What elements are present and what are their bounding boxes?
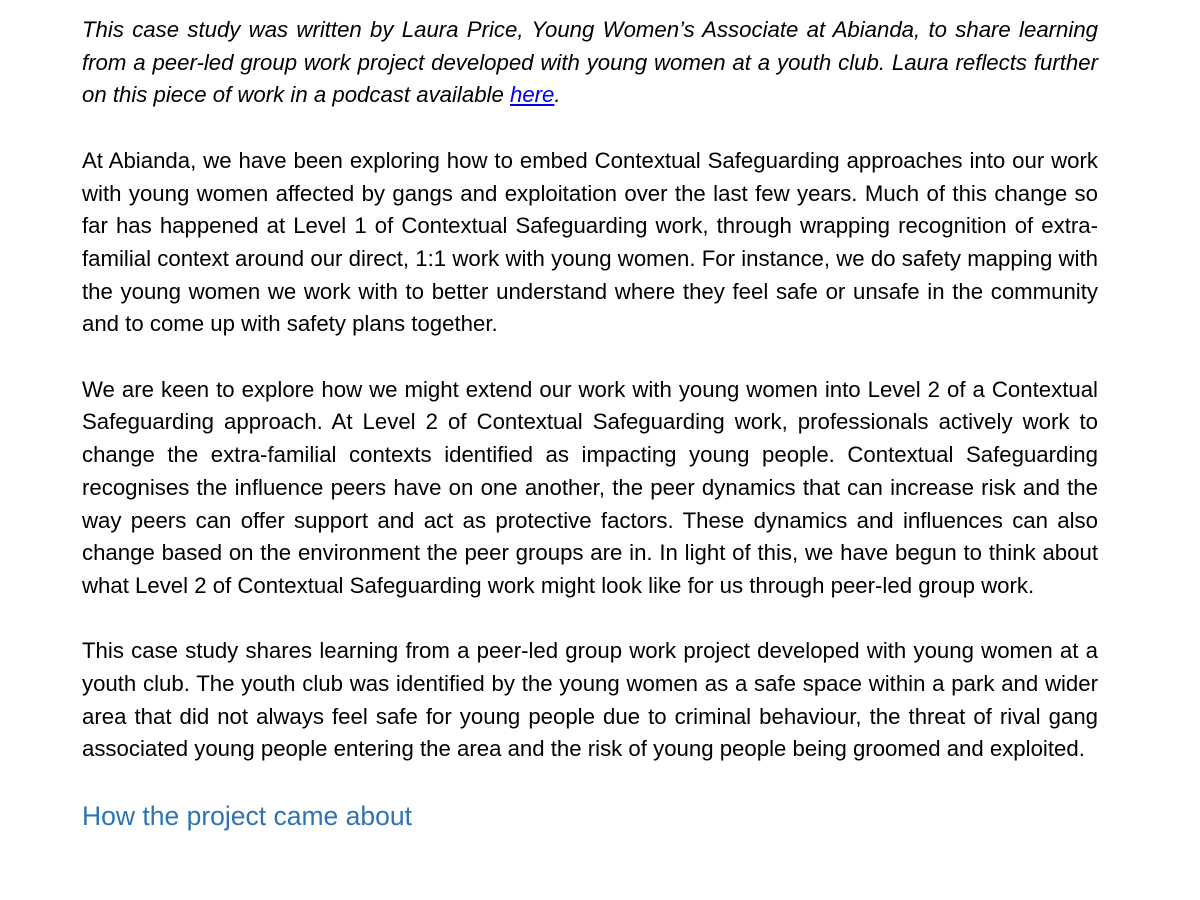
podcast-link[interactable]: here (509, 82, 555, 108)
paragraph-spacer (82, 766, 1098, 799)
intro-text: This case study was written by Laura Price, Young Women’s Associate at Abianda, to share learning from a peer-led group work project developed with young women at a youth club. Laura reflects further on this piece of work in a podcast available (82, 17, 1098, 108)
section-heading: How the project came about (82, 800, 412, 831)
paragraph-spacer (82, 603, 1098, 636)
body-paragraph-level-1: At Abianda, we have been exploring how to embed Contextual Safeguarding approaches into our work with young women affected by gangs and exploitation over the last few years. Much of this change so far has happened at Level 1 of Contextual Safeguarding work, through wrapping recognition of extra-familial context around our direct, 1:1 work with young women. For instance, we do safety mapping with the young women we work with to better understand where they feel safe or unsafe in the community and to come up with safety plans together. (82, 147, 1098, 337)
document-page (82, 14, 1098, 833)
body-paragraph-case-study: This case study shares learning from a peer-led group work project developed with young women at a youth club. The youth club was identified by the young women as a safe space within a park and wider area that did not always feel safe for young people due to criminal behaviour, the threat of rival gang associated young people entering the area and the risk of young people being groomed and exploited. (82, 638, 1098, 762)
paragraph-spacer (82, 341, 1098, 374)
intro-paragraph (82, 14, 1098, 112)
body-paragraph-level-2: We are keen to explore how we might extend our work with young women into Level 2 of a Contextual Safeguarding approach. At Level 2 of Contextual Safeguarding work, professionals actively work to change the extra-familial contexts identified as impacting young people. Contextual Safeguarding recognises the influence peers have on one another, the peer dynamics that can increase risk and the way peers can offer support and act as protective factors. These dynamics and influences can also change based on the environment the peer groups are in. In light of this, we have begun to think about what Level 2 of Contextual Safeguarding work might look like for us through peer-led group work. (82, 376, 1098, 598)
intro-text-end: . (554, 82, 561, 108)
paragraph-spacer (82, 112, 1098, 145)
